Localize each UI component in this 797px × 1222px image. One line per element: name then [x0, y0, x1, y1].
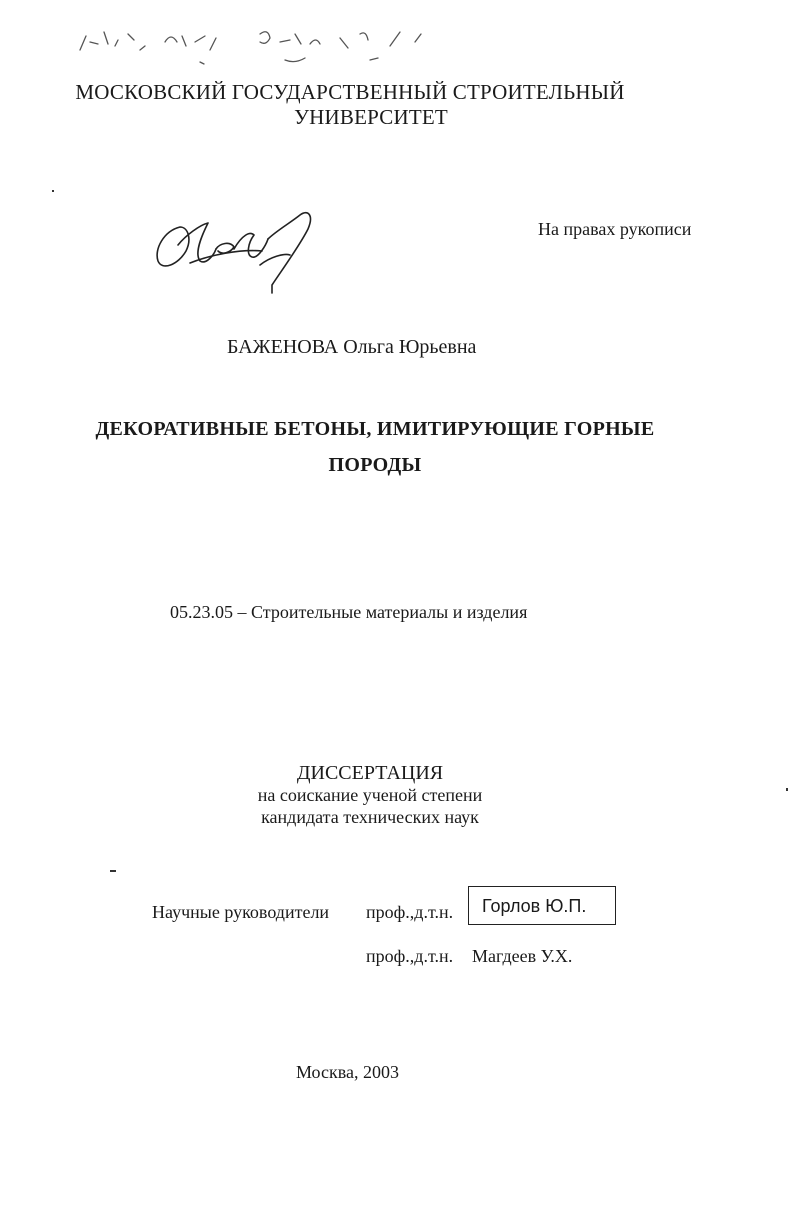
dissertation-science-line: кандидата технических наук — [261, 807, 479, 827]
supervisors-label: Научные руководители — [152, 902, 330, 922]
specialty-code: 05.23.05 – Строительные материалы и изделия — [170, 602, 528, 622]
supervisor-1-name: Горлов Ю.П. — [482, 896, 587, 916]
dissertation-title — [40, 411, 710, 483]
university-line-1: МОСКОВСКИЙ ГОСУДАРСТВЕННЫЙ СТРОИТЕЛЬНЫЙ — [75, 80, 625, 104]
rights-note: На правах рукописи — [538, 219, 692, 239]
scan-speck — [52, 190, 54, 192]
university-name — [0, 80, 700, 130]
university-line-2: УНИВЕРСИТЕТ — [294, 105, 448, 129]
scan-speck — [110, 870, 116, 872]
author-name: БАЖЕНОВА Ольга Юрьевна — [227, 336, 477, 358]
dissertation-heading: ДИССЕРТАЦИЯ — [296, 762, 444, 784]
library-stamp-mark — [70, 12, 470, 72]
supervisor-2-name: Магдеев У.Х. — [472, 946, 573, 966]
supervisor-1-degree: проф.,д.т.н. — [366, 902, 454, 922]
supervisor-2-degree: проф.,д.т.н. — [366, 946, 454, 966]
dissertation-block — [220, 762, 520, 828]
place-and-year: Москва, 2003 — [296, 1062, 399, 1082]
scan-speck — [786, 788, 788, 791]
title-line-1: ДЕКОРАТИВНЫЕ БЕТОНЫ, ИМИТИРУЮЩИЕ ГОРНЫЕ — [95, 418, 655, 440]
author-signature — [150, 205, 330, 300]
title-line-2: ПОРОДЫ — [328, 454, 422, 476]
dissertation-degree-line: на соискание ученой степени — [257, 785, 483, 805]
